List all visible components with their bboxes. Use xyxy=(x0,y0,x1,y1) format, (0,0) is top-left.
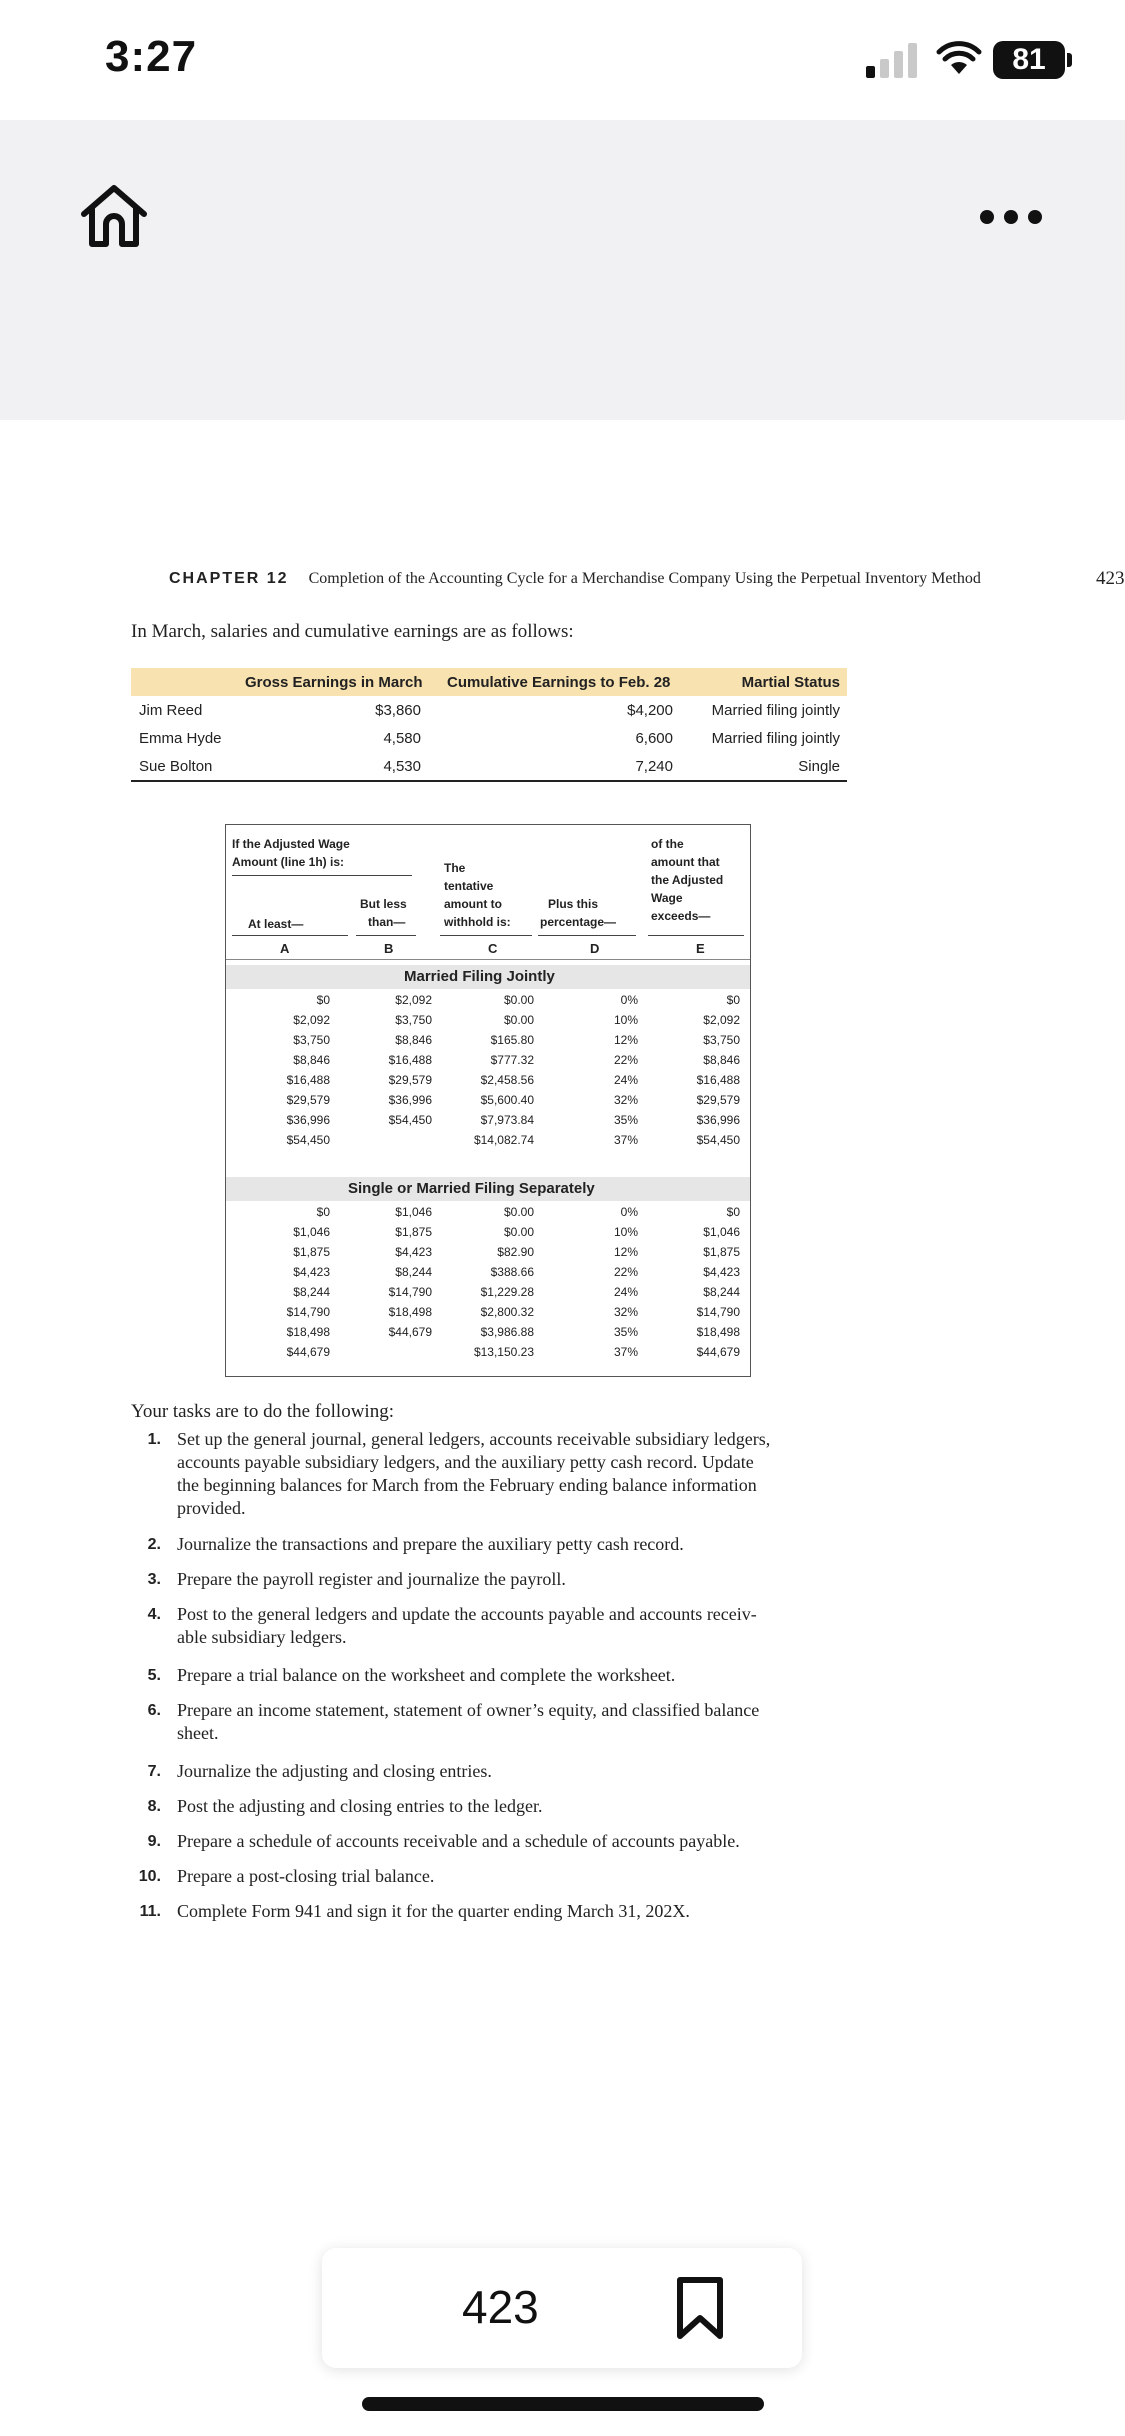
status-bar xyxy=(0,0,1125,120)
task-line: Post the adjusting and closing entries to the ledger. xyxy=(177,1796,543,1816)
divider xyxy=(226,959,750,960)
marital-status: Married filing jointly xyxy=(711,730,840,747)
header-e-1: of the xyxy=(651,837,684,851)
chapter-title: Completion of the Accounting Cycle for a Merchandise Company Using the Perpetual Inventory Method xyxy=(308,570,981,587)
cell-tentative-amount: $388.66 xyxy=(490,1265,534,1279)
task-number: 10. xyxy=(138,1868,161,1885)
cell-percentage: 0% xyxy=(620,993,638,1007)
cell-exceeds: $4,423 xyxy=(703,1265,740,1279)
cell-at-least: $18,498 xyxy=(286,1325,330,1339)
header-d-1: Plus this xyxy=(548,897,599,911)
cell-at-least: $8,244 xyxy=(293,1285,330,1299)
header-underline-d xyxy=(538,935,636,936)
task-text xyxy=(177,1795,837,1818)
withholding-table xyxy=(225,824,751,1377)
cell-but-less-than: $16,488 xyxy=(388,1053,432,1067)
cell-exceeds: $29,579 xyxy=(696,1093,740,1107)
bookmark-icon[interactable] xyxy=(674,2276,726,2340)
task-line: the beginning balances for March from the February ending balance information xyxy=(177,1475,757,1495)
marital-status: Married filing jointly xyxy=(711,702,840,719)
cell-tentative-amount: $165.80 xyxy=(490,1033,534,1047)
cumulative-earnings: 6,600 xyxy=(635,730,673,747)
header-c-3: amount to xyxy=(444,897,502,911)
header-d-2: percentage— xyxy=(540,915,617,929)
cell-percentage: 32% xyxy=(613,1093,638,1107)
header-gross: Gross Earnings in March xyxy=(245,674,423,691)
cell-exceeds: $0 xyxy=(726,1205,740,1219)
cell-tentative-amount: $7,973.84 xyxy=(480,1113,534,1127)
header-status: Martial Status xyxy=(741,674,840,691)
cell-exceeds: $16,488 xyxy=(696,1073,740,1087)
wifi-icon xyxy=(936,40,982,76)
task-text xyxy=(177,1533,837,1556)
header-c-1: The xyxy=(444,861,466,875)
cell-but-less-than: $29,579 xyxy=(388,1073,432,1087)
header-a-line1: If the Adjusted Wage xyxy=(232,837,350,851)
task-text xyxy=(177,1760,837,1783)
task-text xyxy=(177,1568,837,1591)
cell-but-less-than: $2,092 xyxy=(395,993,432,1007)
cell-exceeds: $3,750 xyxy=(703,1033,740,1047)
cell-but-less-than: $8,846 xyxy=(395,1033,432,1047)
cell-tentative-amount: $0.00 xyxy=(503,993,534,1007)
header-underline-e xyxy=(648,935,744,936)
task-number: 11. xyxy=(139,1903,161,1920)
table-bottom-rule xyxy=(131,780,847,782)
cell-percentage: 37% xyxy=(613,1133,638,1147)
header-but-less-2: than— xyxy=(368,915,406,929)
cumulative-earnings: 7,240 xyxy=(635,758,673,775)
header-at-least: At least— xyxy=(248,917,304,931)
cell-percentage: 10% xyxy=(613,1225,638,1239)
cell-at-least: $1,046 xyxy=(293,1225,330,1239)
header-e-2: amount that xyxy=(651,855,720,869)
task-number: 4. xyxy=(147,1606,161,1623)
column-letter-d: D xyxy=(590,941,600,956)
table-row xyxy=(131,696,847,724)
cell-but-less-than: $14,790 xyxy=(388,1285,432,1299)
task-text xyxy=(177,1830,837,1853)
cell-percentage: 32% xyxy=(613,1305,638,1319)
cell-exceeds: $8,244 xyxy=(703,1285,740,1299)
task-number: 5. xyxy=(147,1667,161,1684)
cell-tentative-amount: $3,986.88 xyxy=(480,1325,534,1339)
cell-percentage: 22% xyxy=(613,1265,638,1279)
header-c-4: withhold is: xyxy=(444,915,511,929)
section-band-married xyxy=(226,965,750,989)
cell-tentative-amount: $5,600.40 xyxy=(480,1093,534,1107)
cell-but-less-than: $1,875 xyxy=(395,1225,432,1239)
battery-nub xyxy=(1067,53,1072,67)
header-underline-at-least xyxy=(232,935,348,936)
cell-at-least: $2,092 xyxy=(293,1013,330,1027)
section-band-single xyxy=(226,1177,750,1201)
page-indicator xyxy=(322,2248,802,2368)
task-line: Post to the general ledgers and update the accounts payable and accounts receiv- xyxy=(177,1604,757,1624)
page-edge-number: 423 xyxy=(1096,568,1125,589)
column-letter-c: C xyxy=(488,941,498,956)
header-e-4: Wage xyxy=(651,891,683,905)
page-number: 423 xyxy=(462,2281,539,2333)
cell-at-least: $29,579 xyxy=(286,1093,330,1107)
cell-at-least: $4,423 xyxy=(293,1265,330,1279)
section-title-married: Married Filing Jointly xyxy=(404,968,555,985)
header-a-line2: Amount (line 1h) is: xyxy=(232,855,344,869)
column-letter-b: B xyxy=(384,941,394,956)
column-letter-e: E xyxy=(696,941,705,956)
task-number: 8. xyxy=(147,1798,161,1815)
cell-exceeds: $14,790 xyxy=(696,1305,740,1319)
cumulative-earnings: $4,200 xyxy=(627,702,673,719)
task-line: Prepare a schedule of accounts receivable and a schedule of accounts payable. xyxy=(177,1831,740,1851)
status-time: 3:27 xyxy=(105,32,198,81)
task-number: 1. xyxy=(147,1431,161,1448)
task-number: 7. xyxy=(147,1763,161,1780)
cell-percentage: 12% xyxy=(613,1245,638,1259)
chapter-header xyxy=(169,570,981,588)
cell-percentage: 12% xyxy=(613,1033,638,1047)
cell-at-least: $3,750 xyxy=(293,1033,330,1047)
intro-text: In March, salaries and cumulative earnings are as follows: xyxy=(131,621,574,642)
cell-but-less-than: $3,750 xyxy=(395,1013,432,1027)
cell-tentative-amount: $0.00 xyxy=(503,1205,534,1219)
task-line: Prepare a trial balance on the worksheet and complete the worksheet. xyxy=(177,1665,676,1685)
task-text xyxy=(177,1664,837,1687)
cell-tentative-amount: $2,458.56 xyxy=(480,1073,534,1087)
cell-at-least: $36,996 xyxy=(286,1113,330,1127)
cell-percentage: 0% xyxy=(620,1205,638,1219)
task-text xyxy=(177,1699,837,1745)
gross-earnings: 4,530 xyxy=(383,758,421,775)
header-underline-but-less xyxy=(356,935,416,936)
task-line: Set up the general journal, general ledgers, accounts receivable subsidiary ledgers, xyxy=(177,1429,771,1449)
task-text xyxy=(177,1865,837,1888)
tasks-title: Your tasks are to do the following: xyxy=(131,1401,394,1422)
gross-earnings: 4,580 xyxy=(383,730,421,747)
cell-but-less-than: $36,996 xyxy=(388,1093,432,1107)
header-cumulative: Cumulative Earnings to Feb. 28 xyxy=(447,674,671,691)
cell-percentage: 37% xyxy=(613,1345,638,1359)
employee-name: Emma Hyde xyxy=(139,730,222,747)
task-line: Complete Form 941 and sign it for the quarter ending March 31, 202X. xyxy=(177,1901,690,1921)
header-e-5: exceeds— xyxy=(651,909,711,923)
cell-at-least: $14,790 xyxy=(286,1305,330,1319)
header-e-3: the Adjusted xyxy=(651,873,724,887)
cell-but-less-than: $4,423 xyxy=(395,1245,432,1259)
cell-percentage: 10% xyxy=(613,1013,638,1027)
task-text xyxy=(177,1900,837,1923)
task-line: Journalize the transactions and prepare the auxiliary petty cash record. xyxy=(177,1534,684,1554)
task-line: Prepare an income statement, statement of owner’s equity, and classified balance xyxy=(177,1700,760,1720)
cell-but-less-than: $18,498 xyxy=(388,1305,432,1319)
cell-exceeds: $36,996 xyxy=(696,1113,740,1127)
cell-but-less-than: $8,244 xyxy=(395,1265,432,1279)
table-row xyxy=(131,752,847,780)
cell-exceeds: $1,875 xyxy=(703,1245,740,1259)
header-c-2: tentative xyxy=(444,879,494,893)
cell-but-less-than: $1,046 xyxy=(395,1205,432,1219)
cell-tentative-amount: $0.00 xyxy=(503,1225,534,1239)
cell-exceeds: $1,046 xyxy=(703,1225,740,1239)
task-number: 2. xyxy=(147,1536,161,1553)
cell-at-least: $44,679 xyxy=(286,1345,330,1359)
cell-tentative-amount: $1,229.28 xyxy=(480,1285,534,1299)
cell-at-least: $0 xyxy=(316,1205,330,1219)
cell-exceeds: $54,450 xyxy=(696,1133,740,1147)
cell-at-least: $54,450 xyxy=(286,1133,330,1147)
gross-earnings: $3,860 xyxy=(375,702,421,719)
cell-tentative-amount: $14,082.74 xyxy=(473,1133,534,1147)
cell-exceeds: $2,092 xyxy=(703,1013,740,1027)
cell-tentative-amount: $13,150.23 xyxy=(473,1345,534,1359)
header-underline-a xyxy=(232,875,412,876)
more-options-icon[interactable] xyxy=(978,202,1044,230)
cell-percentage: 22% xyxy=(613,1053,638,1067)
task-line: provided. xyxy=(177,1498,246,1518)
marital-status: Single xyxy=(798,758,840,775)
employee-name: Jim Reed xyxy=(139,702,203,719)
task-number: 3. xyxy=(147,1571,161,1588)
task-line: Prepare the payroll register and journalize the payroll. xyxy=(177,1569,566,1589)
cell-at-least: $16,488 xyxy=(286,1073,330,1087)
cell-exceeds: $18,498 xyxy=(696,1325,740,1339)
cell-percentage: 35% xyxy=(613,1325,638,1339)
home-indicator[interactable] xyxy=(362,2397,764,2411)
home-icon[interactable] xyxy=(78,180,150,252)
cell-exceeds: $0 xyxy=(726,993,740,1007)
chapter-label: CHAPTER 12 xyxy=(169,570,289,587)
task-number: 6. xyxy=(147,1702,161,1719)
task-number: 9. xyxy=(147,1833,161,1850)
column-letter-a: A xyxy=(280,941,290,956)
cell-but-less-than: $44,679 xyxy=(388,1325,432,1339)
table-row xyxy=(131,724,847,752)
section-title-single: Single or Married Filing Separately xyxy=(348,1180,595,1197)
cell-tentative-amount: $777.32 xyxy=(490,1053,534,1067)
cell-percentage: 24% xyxy=(613,1073,638,1087)
cell-at-least: $8,846 xyxy=(293,1053,330,1067)
task-text xyxy=(177,1428,837,1520)
cell-tentative-amount: $2,800.32 xyxy=(480,1305,534,1319)
cell-percentage: 35% xyxy=(613,1113,638,1127)
cell-tentative-amount: $0.00 xyxy=(503,1013,534,1027)
cell-percentage: 24% xyxy=(613,1285,638,1299)
earnings-table xyxy=(131,668,847,782)
cell-exceeds: $44,679 xyxy=(696,1345,740,1359)
task-line: able subsidiary ledgers. xyxy=(177,1627,347,1647)
task-line: accounts payable subsidiary ledgers, and the auxiliary petty cash record. Update xyxy=(177,1452,754,1472)
cell-at-least: $0 xyxy=(316,993,330,1007)
cell-but-less-than: $54,450 xyxy=(388,1113,432,1127)
task-line: sheet. xyxy=(177,1723,219,1743)
header-underline-c xyxy=(440,935,532,936)
header-but-less-1: But less xyxy=(360,897,407,911)
viewer-toolbar xyxy=(0,120,1125,420)
cell-tentative-amount: $82.90 xyxy=(497,1245,534,1259)
cell-at-least: $1,875 xyxy=(293,1245,330,1259)
battery-indicator: 81 xyxy=(993,41,1065,79)
cell-exceeds: $8,846 xyxy=(703,1053,740,1067)
employee-name: Sue Bolton xyxy=(139,758,213,775)
earnings-header-row xyxy=(131,668,847,696)
cellular-signal-icon xyxy=(866,42,918,78)
task-line: Prepare a post-closing trial balance. xyxy=(177,1866,435,1886)
task-line: Journalize the adjusting and closing entries. xyxy=(177,1761,492,1781)
task-text xyxy=(177,1603,837,1649)
